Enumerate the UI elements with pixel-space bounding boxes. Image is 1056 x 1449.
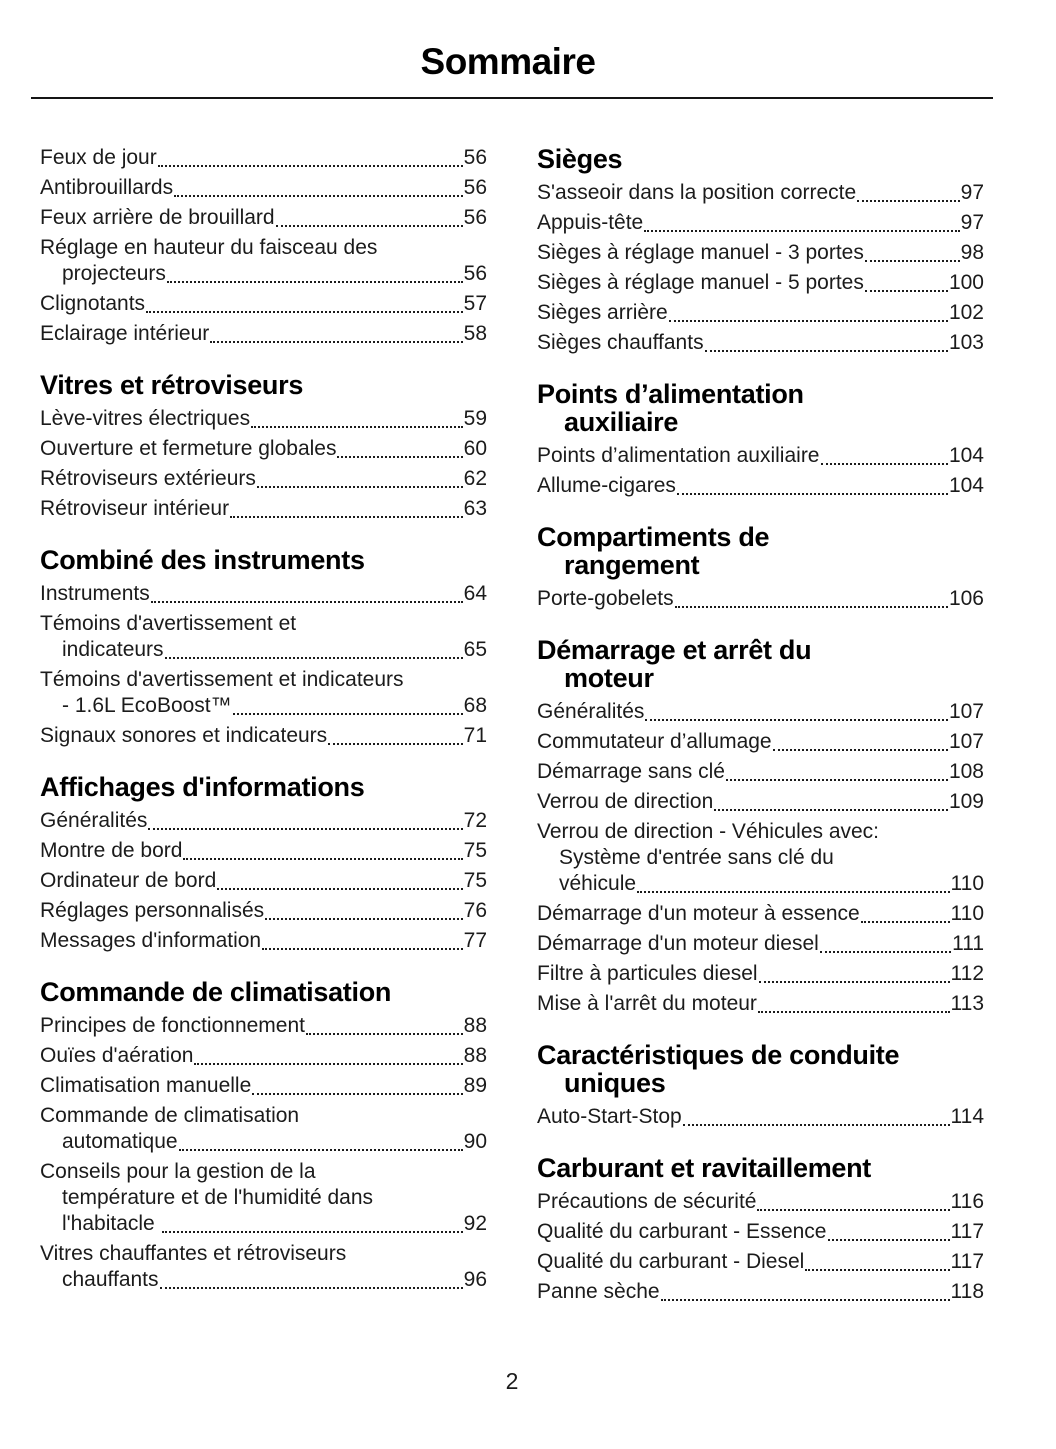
entry-label: Ouverture et fermeture globales [40,436,337,460]
entry-label-line: Témoins d'avertissement et [40,611,297,635]
entry-page-number: 65 [463,637,487,661]
dot-leader [151,601,463,603]
toc-section [40,145,487,347]
toc-entry-row [537,586,984,612]
entry-label: Généralités [40,808,148,832]
dot-leader [857,200,959,202]
dot-leader [661,1299,950,1301]
entry-page-number: 102 [948,300,984,324]
toc-entry [537,443,984,469]
entry-label: Feux arrière de brouillard [40,205,275,229]
page-title: Sommaire [420,41,596,82]
entry-label: Signaux sonores et indicateurs [40,723,328,747]
entry-label: Démarrage d'un moteur diesel [537,931,819,955]
entry-label: Eclairage intérieur [40,321,210,345]
dot-leader [677,493,948,495]
toc-entry-row [40,1013,487,1039]
dot-leader [757,1209,949,1211]
section-heading [40,546,487,574]
dot-leader [861,921,950,923]
toc-entry [537,473,984,499]
entry-label: Démarrage sans clé [537,759,725,783]
section-heading-line: Points d’alimentation [537,378,804,409]
toc-entry-row [537,729,984,755]
page-footer [0,1368,1024,1395]
toc-entry-row [40,205,487,231]
toc-entry-row [537,759,984,785]
entry-page-number: 76 [463,898,487,922]
toc-entry [40,581,487,607]
section-heading-line: Démarrage et arrêt du [537,634,812,665]
entry-label: Antibrouillards [40,175,174,199]
dot-leader [759,981,950,983]
dot-leader [805,1269,949,1271]
toc-section [537,523,984,612]
entry-page-number: 56 [463,145,487,169]
toc-entry-row [537,180,984,206]
toc-entry-row [40,838,487,864]
dot-leader [669,320,948,322]
toc-columns [0,99,1056,1309]
dot-leader [160,1287,463,1289]
entry-page-number: 114 [950,1104,984,1128]
toc-entry-row [537,240,984,266]
toc-entry-row [40,868,487,894]
entry-label: Lève-vitres électriques [40,406,251,430]
page-header [0,0,1056,99]
entry-label-line: Réglage en hauteur du faisceau des [40,235,378,259]
entry-label: Verrou de direction [537,789,714,813]
toc-entry [40,496,487,522]
entry-label-line: Commande de climatisation [40,1103,300,1127]
entry-label: - 1.6L EcoBoost™ [62,693,232,717]
toc-column-left [40,145,487,1309]
entry-label: Appuis-tête [537,210,644,234]
entry-label: Messages d'information [40,928,262,952]
entry-label: l'habitacle [62,1211,161,1235]
entry-label-line: Témoins d'avertissement et indicateurs [40,667,404,691]
entry-label: projecteurs [62,261,166,285]
toc-entry-row [537,871,984,897]
entry-page-number: 75 [463,868,487,892]
toc-section [40,773,487,954]
entry-page-number: 71 [463,723,487,747]
dot-leader [637,891,949,893]
entry-label: Ouïes d'aération [40,1043,194,1067]
toc-entry [537,210,984,236]
dot-leader [148,828,462,830]
toc-entry-row [40,291,487,317]
entry-label: Qualité du carburant - Diesel [537,1249,805,1273]
toc-entry-row [40,693,487,719]
toc-entry [537,961,984,987]
toc-entry [40,205,487,231]
entry-label: Instruments [40,581,150,605]
section-heading [40,371,487,399]
toc-entry-row [537,789,984,815]
toc-entry [537,991,984,1017]
entry-page-number: 96 [463,1267,487,1291]
entry-label: Climatisation manuelle [40,1073,252,1097]
toc-entry-row [40,1073,487,1099]
dot-leader [179,1149,463,1151]
toc-entry-row [40,466,487,492]
toc-entry [40,436,487,462]
entry-page-number: 92 [463,1211,487,1235]
entry-label: Démarrage d'un moteur à essence [537,901,860,925]
entry-label: Allume-cigares [537,473,676,497]
entry-label: Sièges chauffants [537,330,704,354]
entry-page-number: 112 [950,961,984,985]
dot-leader [828,1239,950,1241]
toc-entry [537,931,984,957]
toc-entry-row [40,1129,487,1155]
toc-entry [537,901,984,927]
entry-page-number: 97 [960,210,984,234]
toc-entry [537,270,984,296]
toc-entry-row [40,496,487,522]
entry-page-number: 98 [960,240,984,264]
toc-entry-row [537,1189,984,1215]
section-heading-line: moteur [564,662,654,693]
toc-entry-row [40,1211,487,1237]
section-heading-line: Affichages d'informations [40,771,365,802]
toc-section [537,1041,984,1130]
toc-section [537,1154,984,1305]
entry-page-number: 110 [950,901,984,925]
toc-section [537,380,984,499]
dot-leader [276,225,463,227]
entry-label: Filtre à particules diesel [537,961,758,985]
entry-page-number: 72 [463,808,487,832]
entry-page-number: 113 [950,991,984,1015]
section-heading-line: Sièges [537,143,623,174]
entry-page-number: 56 [463,205,487,229]
toc-section [40,546,487,749]
dot-leader [165,657,463,659]
entry-page-number: 109 [948,789,984,813]
toc-entry [40,175,487,201]
entry-label: véhicule [559,871,637,895]
dot-leader [162,1231,463,1233]
toc-entry [40,406,487,432]
toc-entry [537,759,984,785]
entry-label: Porte-gobelets [537,586,674,610]
dot-leader [233,713,463,715]
section-heading-line: rangement [564,549,700,580]
entry-page-number: 104 [948,473,984,497]
entry-label: S'asseoir dans la position correcte [537,180,857,204]
dot-leader [174,195,463,197]
entry-page-number: 88 [463,1043,487,1067]
entry-label: Auto-Start-Stop [537,1104,682,1128]
toc-entry [40,611,487,663]
toc-entry [40,1103,487,1155]
toc-entry [537,789,984,815]
toc-entry [537,330,984,356]
section-heading-line: Caractéristiques de conduite [537,1039,900,1070]
entry-page-number: 63 [463,496,487,520]
entry-page-number: 64 [463,581,487,605]
toc-entry [537,180,984,206]
entry-label: Ordinateur de bord [40,868,217,892]
dot-leader [337,456,462,458]
entry-page-number: 110 [950,871,984,895]
entry-label-line: température et de l'humidité dans [62,1185,374,1209]
entry-label: Commutateur d’allumage [537,729,772,753]
section-heading-line: uniques [564,1067,666,1098]
entry-page-number: 108 [948,759,984,783]
dot-leader [865,290,948,292]
dot-leader [217,888,462,890]
entry-label: automatique [62,1129,178,1153]
section-heading [537,523,984,579]
section-heading-line: Commande de climatisation [40,976,392,1007]
section-heading-line: Carburant et ravitaillement [537,1152,872,1183]
dot-leader [167,281,463,283]
entry-page-number: 107 [948,729,984,753]
entry-page-number: 60 [463,436,487,460]
toc-entry-row [40,145,487,171]
dot-leader [773,749,948,751]
toc-entry [537,819,984,897]
toc-entry-row [40,581,487,607]
entry-label: Panne sèche [537,1279,660,1303]
toc-entry-row [537,991,984,1017]
toc-entry [537,1279,984,1305]
entry-page-number: 103 [948,330,984,354]
entry-page-number: 104 [948,443,984,467]
entry-page-number: 62 [463,466,487,490]
entry-page-number: 106 [948,586,984,610]
dot-leader [645,719,948,721]
toc-entry-row [537,1249,984,1275]
toc-entry-row [537,901,984,927]
dot-leader [683,1124,950,1126]
dot-leader [328,743,462,745]
entry-label: Sièges à réglage manuel - 3 portes [537,240,864,264]
dot-leader [758,1011,950,1013]
entry-label: Clignotants [40,291,146,315]
toc-entry-row [537,961,984,987]
dot-leader [820,951,951,953]
toc-entry [537,1104,984,1130]
dot-leader [183,858,462,860]
entry-page-number: 68 [463,693,487,717]
toc-entry-row [40,808,487,834]
entry-page-number: 111 [952,931,984,955]
entry-page-number: 77 [463,928,487,952]
toc-entry [537,1249,984,1275]
toc-entry-row [537,330,984,356]
entry-page-number: 117 [950,1219,984,1243]
entry-label: Réglages personnalisés [40,898,265,922]
dot-leader [230,516,463,518]
toc-entry [537,1219,984,1245]
entry-page-number: 89 [463,1073,487,1097]
entry-label-line: Conseils pour la gestion de la [40,1159,316,1183]
section-heading [537,145,984,173]
dot-leader [262,948,463,950]
entry-page-number: 59 [463,406,487,430]
section-heading [537,1154,984,1182]
toc-entry [537,729,984,755]
toc-entry-row [537,300,984,326]
toc-entry-row [537,699,984,725]
dot-leader [210,341,462,343]
dot-leader [821,463,948,465]
toc-entry-row [537,473,984,499]
dot-leader [726,779,948,781]
toc-entry-row [40,1043,487,1069]
entry-label: Généralités [537,699,645,723]
toc-entry [40,838,487,864]
toc-entry [40,667,487,719]
entry-page-number: 100 [948,270,984,294]
toc-entry [40,145,487,171]
section-heading-line: Compartiments de [537,521,770,552]
dot-leader [705,350,948,352]
entry-label: Rétroviseur intérieur [40,496,230,520]
toc-entry-row [537,1219,984,1245]
entry-page-number: 58 [463,321,487,345]
entry-label: Mise à l'arrêt du moteur [537,991,757,1015]
toc-entry-row [40,261,487,287]
section-heading-line: Combiné des instruments [40,544,365,575]
toc-entry [537,699,984,725]
toc-entry [40,1013,487,1039]
toc-entry [40,1241,487,1293]
entry-label: Sièges arrière [537,300,668,324]
toc-entry [40,928,487,954]
dot-leader [644,230,959,232]
entry-label: indicateurs [62,637,164,661]
entry-label-line: Système d'entrée sans clé du [559,845,834,869]
section-heading [40,978,487,1006]
dot-leader [252,1093,462,1095]
toc-entry [40,868,487,894]
toc-entry [40,1073,487,1099]
entry-page-number: 118 [950,1279,984,1303]
entry-page-number: 75 [463,838,487,862]
toc-entry-row [40,321,487,347]
toc-entry-row [40,175,487,201]
entry-page-number: 116 [950,1189,984,1213]
entry-label: chauffants [62,1267,159,1291]
entry-label: Rétroviseurs extérieurs [40,466,256,490]
dot-leader [194,1063,462,1065]
entry-label: Principes de fonctionnement [40,1013,305,1037]
toc-section [40,371,487,522]
section-heading-line: Vitres et rétroviseurs [40,369,304,400]
entry-page-number: 56 [463,175,487,199]
toc-entry [40,898,487,924]
entry-label: Feux de jour [40,145,157,169]
toc-entry-row [40,406,487,432]
entry-page-number: 57 [463,291,487,315]
section-heading [537,1041,984,1097]
entry-label: Sièges à réglage manuel - 5 portes [537,270,864,294]
toc-entry [40,466,487,492]
section-heading [537,636,984,692]
toc-section [537,145,984,356]
entry-page-number: 56 [463,261,487,285]
toc-entry-row [40,637,487,663]
toc-entry-row [40,723,487,749]
dot-leader [714,809,948,811]
entry-page-number: 107 [948,699,984,723]
dot-leader [675,606,948,608]
entry-page-number: 117 [950,1249,984,1273]
toc-entry [40,1043,487,1069]
section-heading [537,380,984,436]
entry-label: Précautions de sécurité [537,1189,757,1213]
entry-page-number: 97 [960,180,984,204]
toc-entry [537,240,984,266]
toc-entry [537,300,984,326]
dot-leader [251,426,463,428]
entry-label-line: Vitres chauffantes et rétroviseurs [40,1241,347,1265]
toc-entry [40,235,487,287]
toc-entry-row [537,1104,984,1130]
entry-label: Montre de bord [40,838,183,862]
toc-entry [537,586,984,612]
entry-label-line: Verrou de direction - Véhicules avec: [537,819,880,843]
toc-column-right [537,145,984,1309]
section-heading-line: auxiliaire [564,406,679,437]
toc-entry-row [40,928,487,954]
toc-section [537,636,984,1017]
entry-label: Points d’alimentation auxiliaire [537,443,820,467]
dot-leader [865,260,960,262]
toc-entry-row [40,1267,487,1293]
toc-section [40,978,487,1293]
toc-entry-row [537,210,984,236]
toc-entry-row [537,270,984,296]
section-heading [40,773,487,801]
toc-entry-row [537,1279,984,1305]
dot-leader [158,165,463,167]
entry-label: Qualité du carburant - Essence [537,1219,827,1243]
entry-page-number: 90 [463,1129,487,1153]
toc-entry [40,291,487,317]
toc-entry-row [40,898,487,924]
dot-leader [146,311,463,313]
toc-entry [40,1159,487,1237]
toc-entry [40,808,487,834]
toc-entry [537,1189,984,1215]
toc-entry-row [40,436,487,462]
dot-leader [265,918,463,920]
toc-entry [40,321,487,347]
toc-entry-row [537,443,984,469]
page-number: 2 [505,1368,519,1394]
entry-page-number: 88 [463,1013,487,1037]
dot-leader [306,1033,463,1035]
toc-entry-row [537,931,984,957]
toc-entry [40,723,487,749]
dot-leader [257,486,463,488]
